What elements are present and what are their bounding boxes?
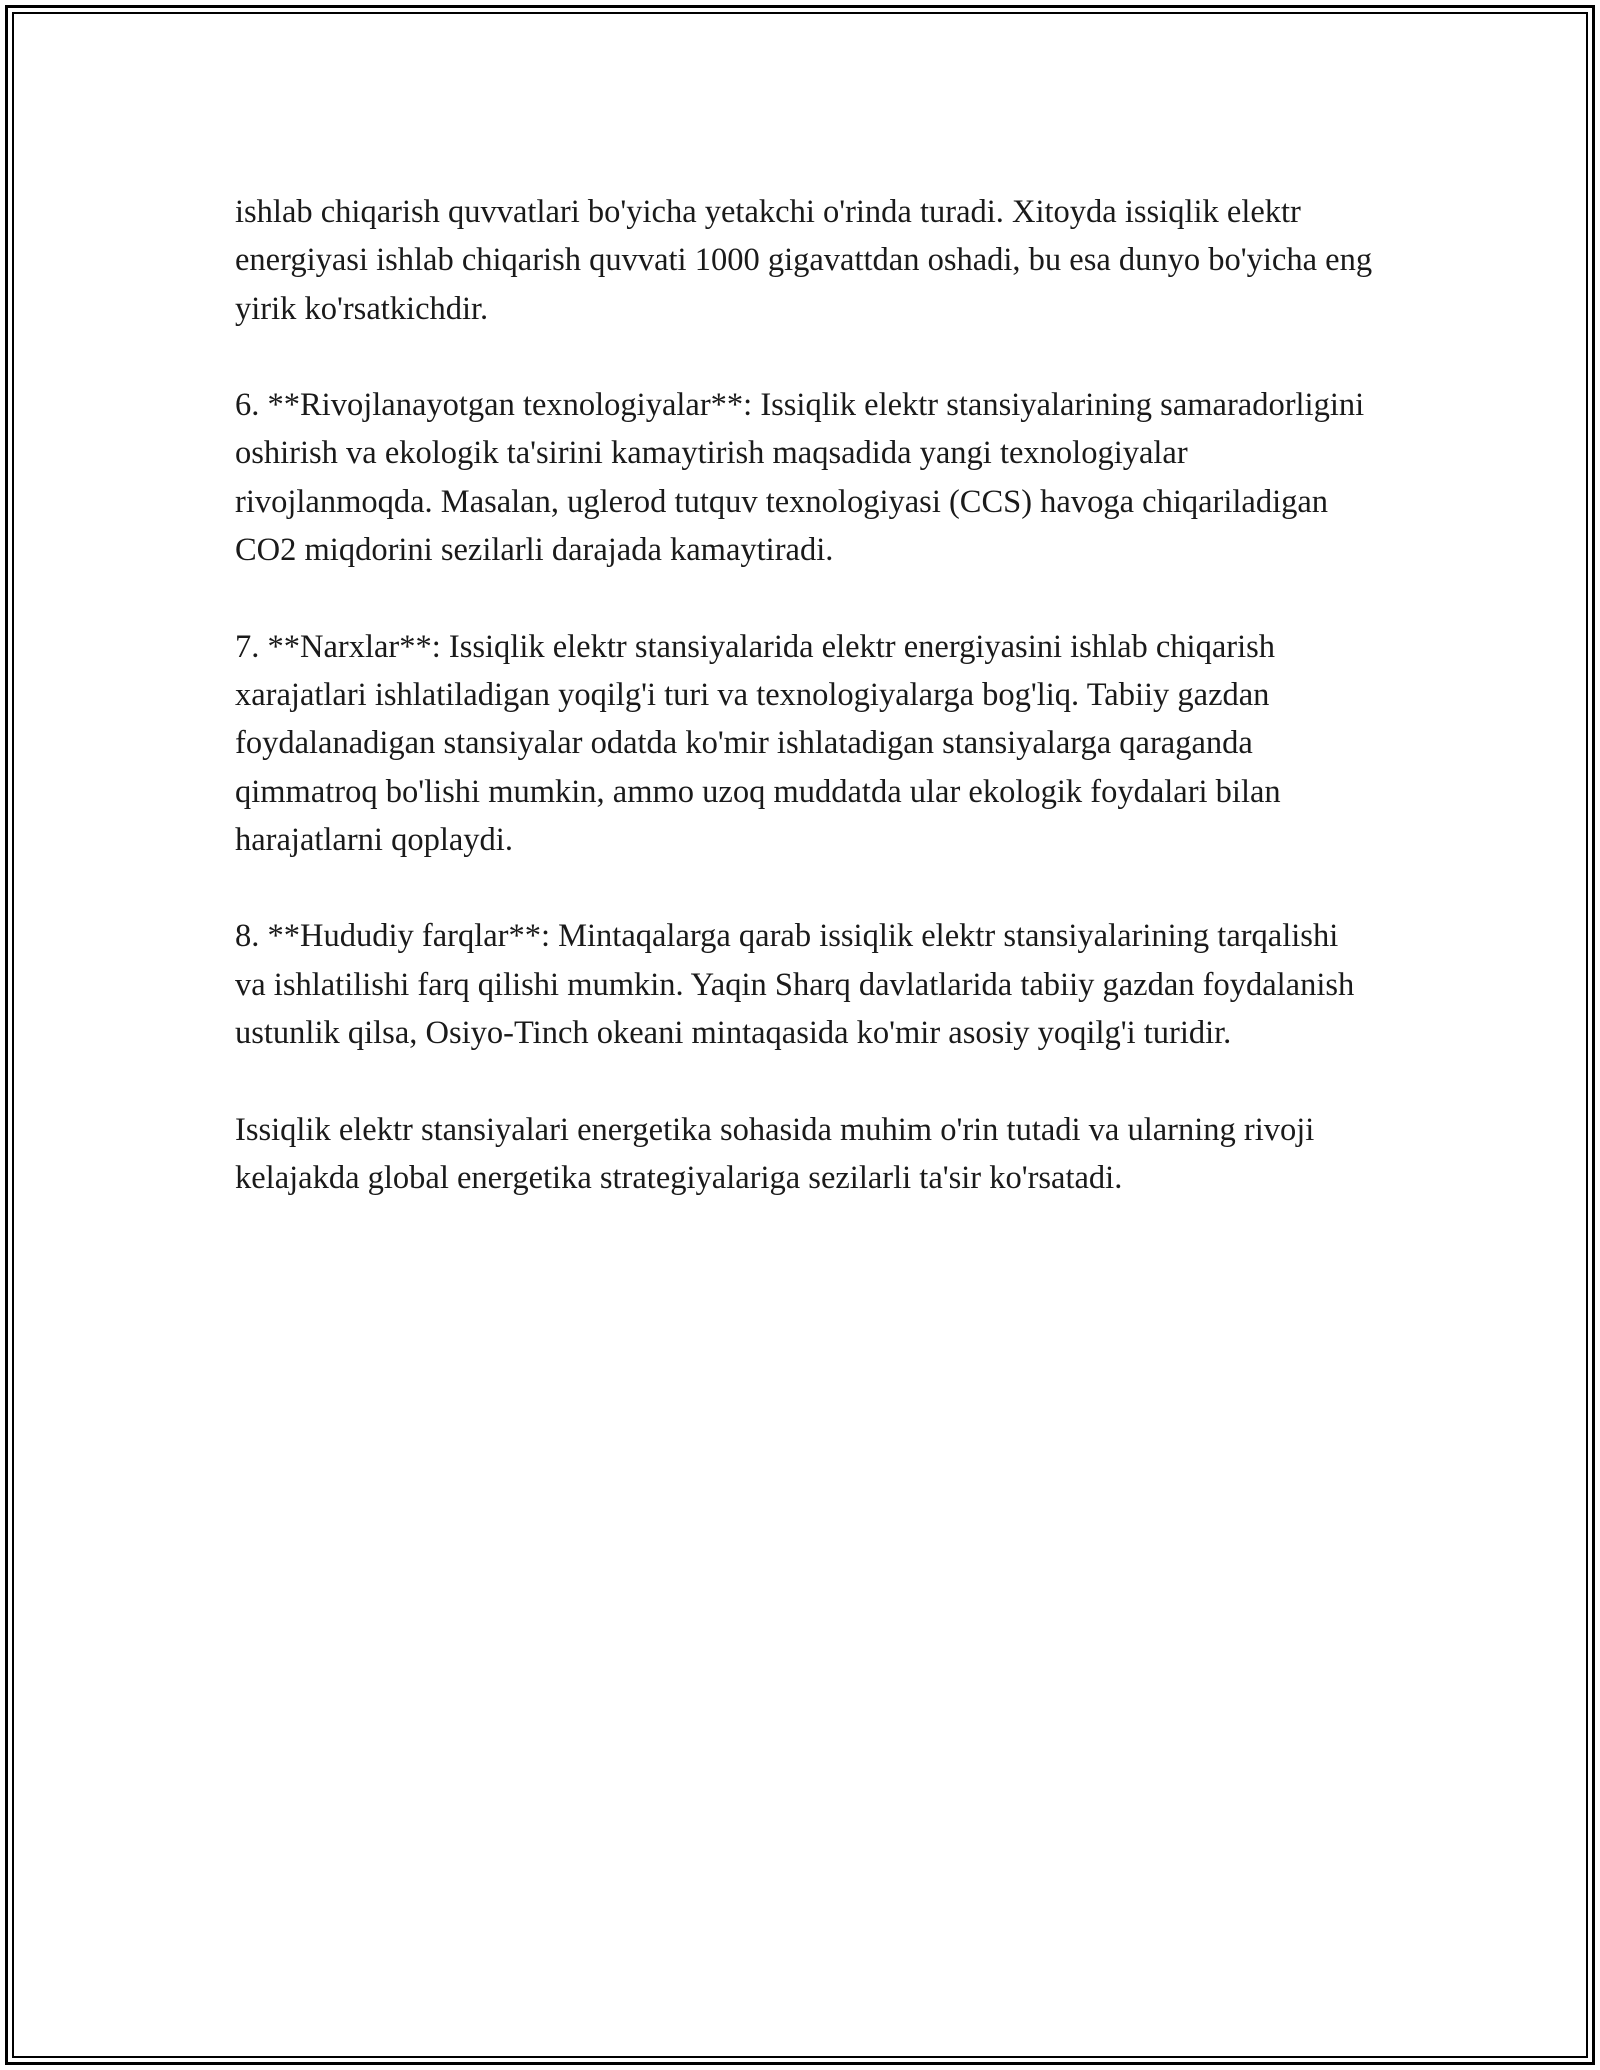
paragraph-intro-continuation: ishlab chiqarish quvvatlari bo'yicha yetakchi o'rinda turadi. Xitoyda issiqlik elektr energiyasi ishlab chiqarish quvvati 1000 gigavattdan oshadi, bu esa dunyo bo'yicha eng yirik ko'rsatkichdir. bbox=[235, 194, 1373, 327]
paragraph-item-6-technologies: 6. **Rivojlanayotgan texnologiyalar**: Issiqlik elektr stansiyalarining samaradorligini oshirish va ekologik ta'sirini kamaytirish maqsadida yangi texnologiyalar rivojlanmoqda. Masalan, uglerod tutquv texnologiyasi (CCS) havoga chiqariladigan CO2 miqdorini sezilarli darajada kamaytiradi. bbox=[235, 387, 1365, 569]
document-body bbox=[235, 188, 1375, 1202]
paragraph-conclusion: Issiqlik elektr stansiyalari energetika sohasida muhim o'rin tutadi va ularning rivoji kelajakda global energetika strategiyalariga sezilarli ta'sir ko'rsatadi. bbox=[235, 1111, 1315, 1196]
paragraph-item-7-prices: 7. **Narxlar**: Issiqlik elektr stansiyalarida elektr energiyasini ishlab chiqarish xarajatlari ishlatiladigan yoqilg'i turi va texnologiyalarga bog'liq. Tabiiy gazdan foydalanadigan stansiyalar odatda ko'mir ishlatadigan stansiyalarga qaraganda qimmatroq bo'lishi mumkin, ammo uzoq muddatda ular ekologik foydalari bilan harajatlarni qoplaydi. bbox=[235, 628, 1281, 858]
paragraph-item-8-regional-differences: 8. **Hududiy farqlar**: Mintaqalarga qarab issiqlik elektr stansiyalarining tarqalishi va ishlatilishi farq qilishi mumkin. Yaqin Sharq davlatlarida tabiiy gazdan foydalanish ustunlik qilsa, Osiyo-Tinch okeani mintaqasida ko'mir asosiy yoqilg'i turidir. bbox=[235, 918, 1355, 1052]
